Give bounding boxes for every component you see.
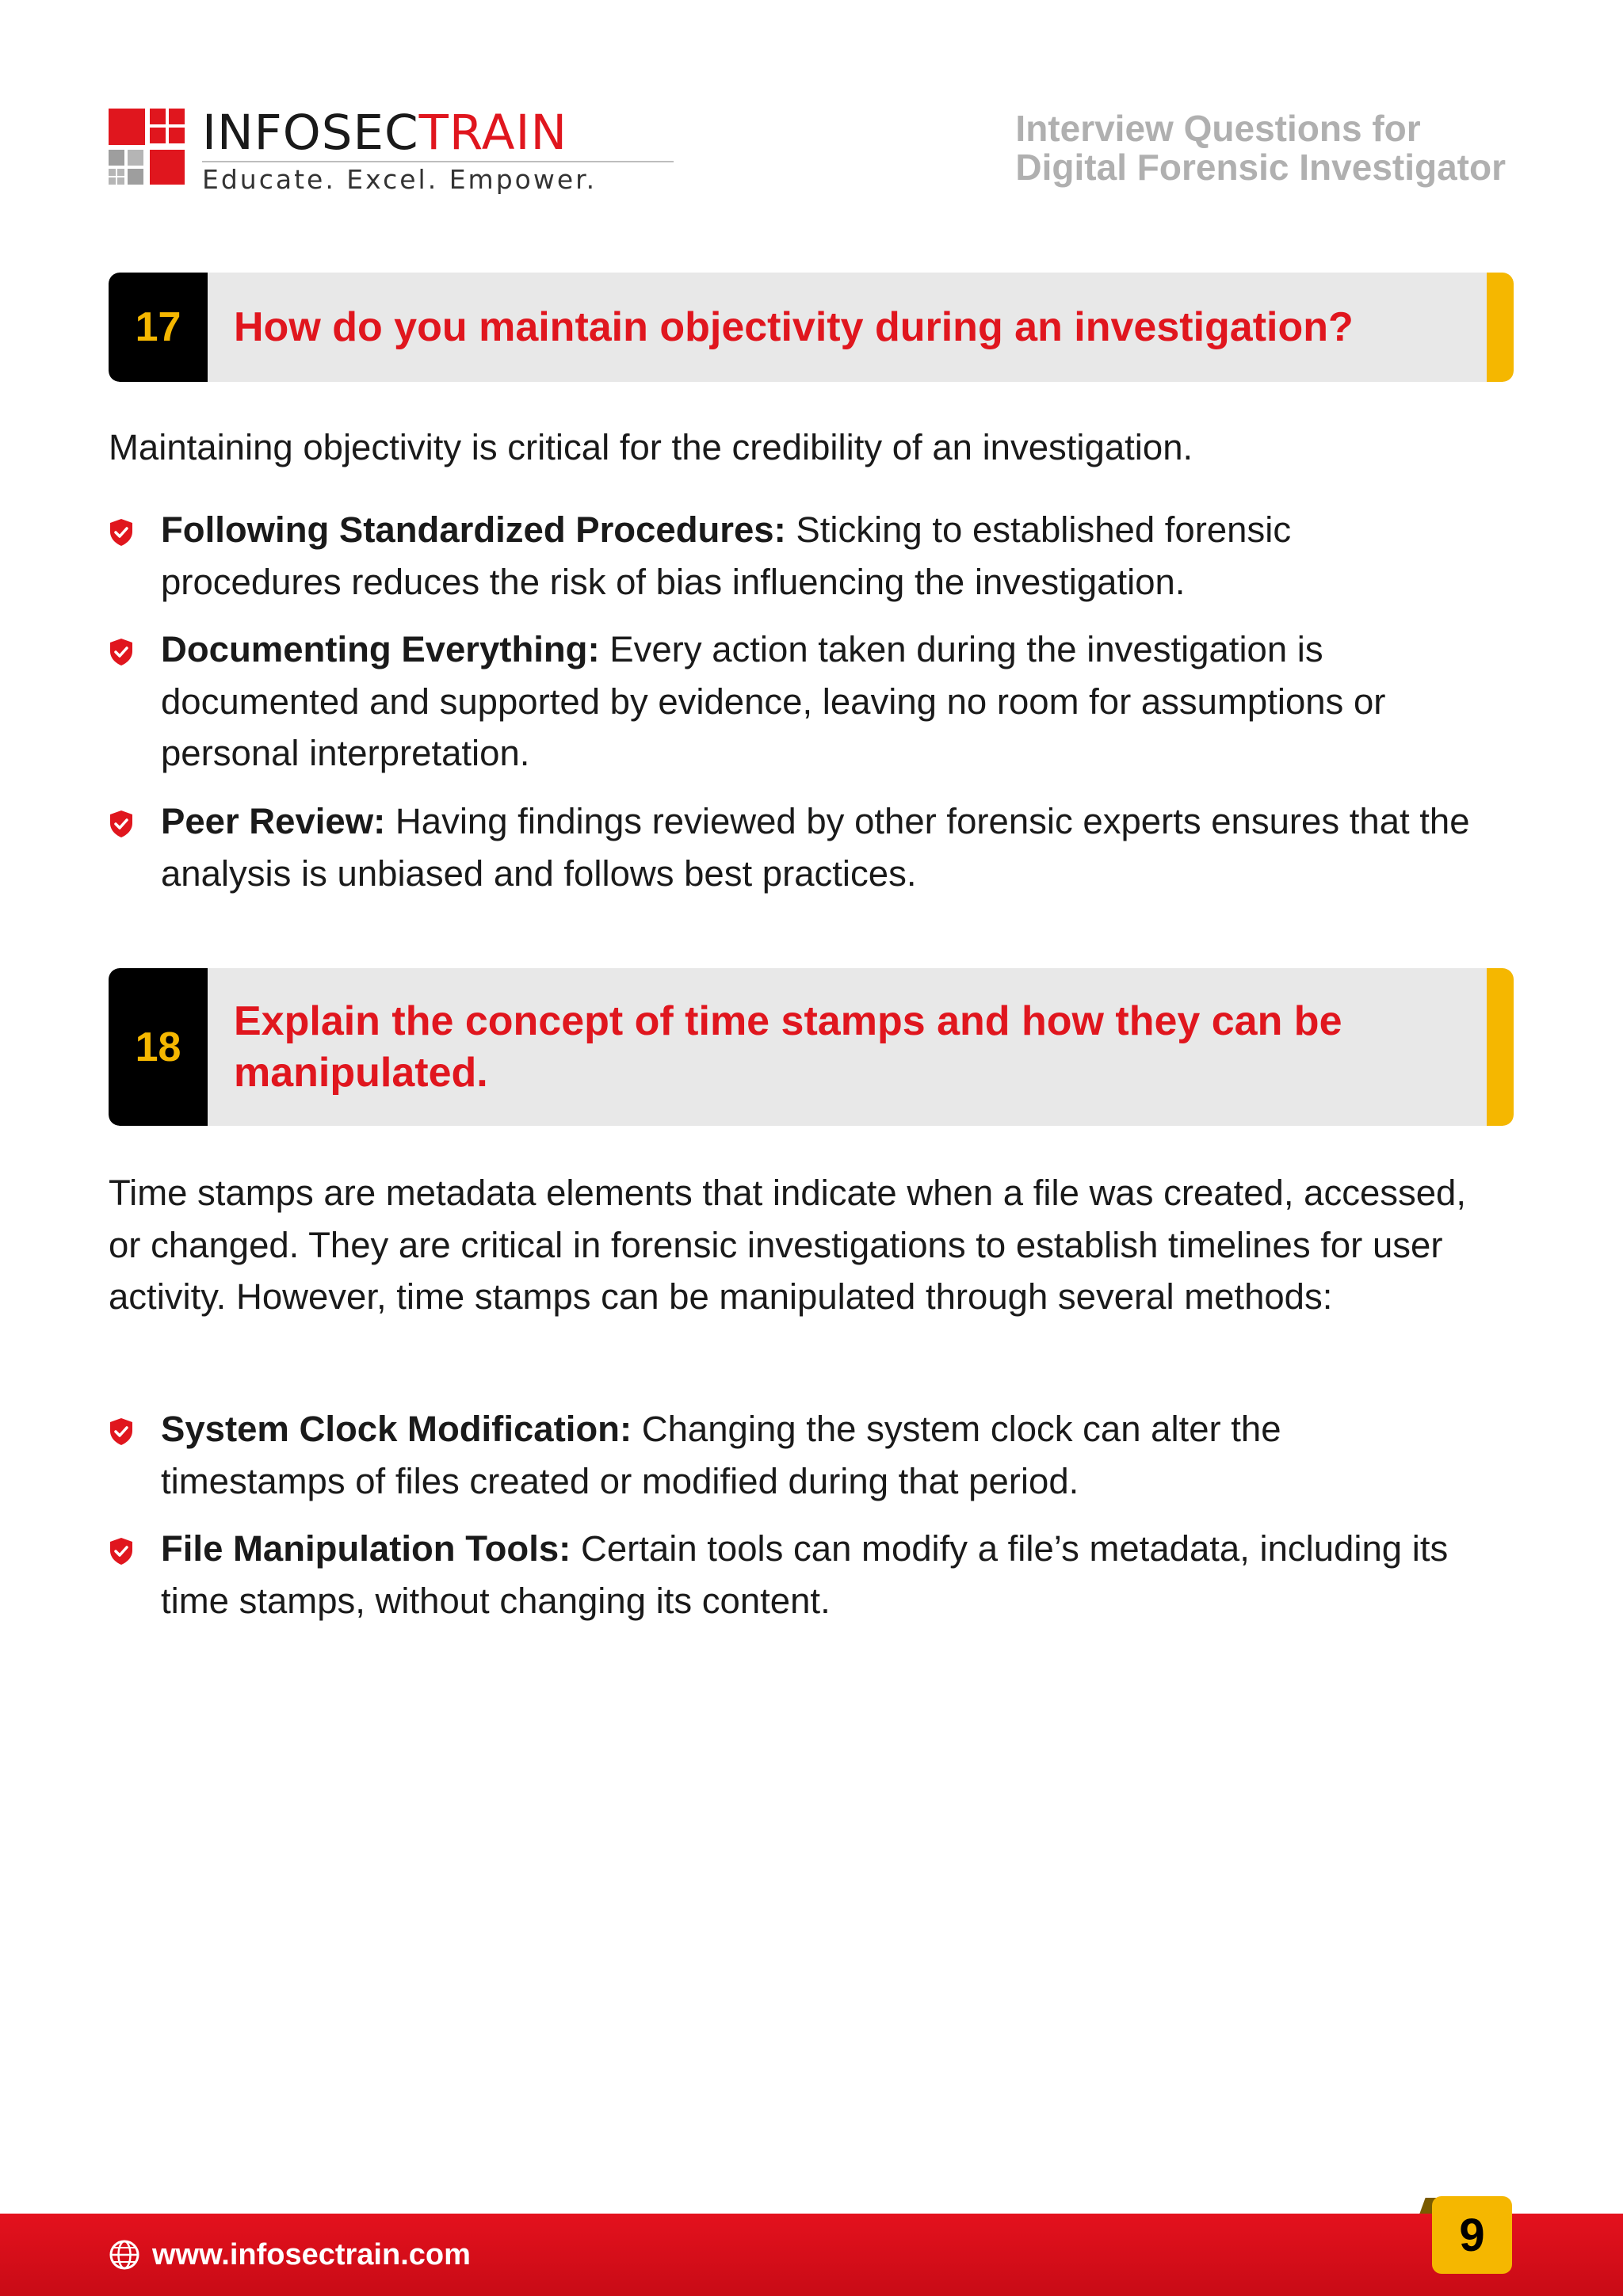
website-link[interactable]: www.infosectrain.com: [152, 2238, 471, 2271]
list-item: [109, 1403, 1472, 1507]
list-item: [109, 1523, 1514, 1627]
question-title: How do you maintain objectivity during an investigation?: [234, 303, 1354, 350]
bullet-text: Certain tools can modify a file’s metadata, including its time stamps, without changing its content.: [161, 1528, 1449, 1621]
bullet-text: Every action taken during the investigation is documented and supported by evidence, leaving no room for assumptions or personal interpretation.: [161, 629, 1386, 773]
question-number: 18: [109, 968, 208, 1126]
bullet-term: System Clock Modification:: [161, 1409, 632, 1449]
brand-logo: [109, 105, 598, 195]
logo-wordmark-infosec: INFOSEC: [202, 105, 419, 161]
document-title: [1015, 109, 1506, 187]
bullet-term: Documenting Everything:: [161, 629, 600, 669]
bullet-term: File Manipulation Tools:: [161, 1528, 571, 1569]
logo-wordmark-train: TRAIN: [418, 105, 568, 161]
answer-intro-18: Time stamps are metadata elements that indicate when a file was created, accessed, or changed. They are critical in forensic investigations to establish timelines for user activity. However, time stamps can be manipulated through several methods:: [109, 1173, 1467, 1317]
logo-wordmark: [202, 105, 567, 161]
globe-icon: [109, 2239, 140, 2271]
banner-accent: [1487, 273, 1514, 382]
banner-accent: [1487, 968, 1514, 1126]
logo-grid-icon: [109, 109, 186, 186]
bullet-text: Sticking to established forensic procedures reduces the risk of bias influencing the investigation.: [161, 509, 1292, 602]
question-banner-17: [109, 273, 1514, 382]
bullet-text: Having findings reviewed by other forensic experts ensures that the analysis is unbiased and follows best practices.: [161, 801, 1470, 894]
document-title-line-1: Interview Questions for: [1015, 108, 1421, 149]
shield-check-icon: [109, 518, 134, 547]
bullet-term: Following Standardized Procedures:: [161, 509, 786, 550]
question-banner-18: [109, 968, 1514, 1126]
document-title-line-2: Digital Forensic Investigator: [1015, 147, 1506, 188]
shield-check-icon: [109, 1537, 134, 1566]
answer-intro-17: Maintaining objectivity is critical for the credibility of an investigation.: [109, 427, 1193, 467]
logo-tagline: Educate. Excel. Empower.: [202, 164, 598, 195]
logo-divider: [202, 161, 674, 162]
question-title: Explain the concept of time stamps and how they can be manipulated.: [234, 997, 1342, 1096]
page-number: 9: [1432, 2196, 1512, 2274]
shield-check-icon: [109, 810, 134, 838]
bullet-text: Changing the system clock can alter the timestamps of files created or modified during that period.: [161, 1409, 1281, 1501]
page-footer: [0, 2214, 1623, 2296]
shield-check-icon: [109, 1417, 134, 1446]
list-item: [109, 504, 1472, 608]
bullet-term: Peer Review:: [161, 801, 386, 841]
question-number: 17: [109, 273, 208, 382]
list-item: [109, 624, 1514, 780]
shield-check-icon: [109, 638, 134, 666]
list-item: [109, 795, 1503, 899]
